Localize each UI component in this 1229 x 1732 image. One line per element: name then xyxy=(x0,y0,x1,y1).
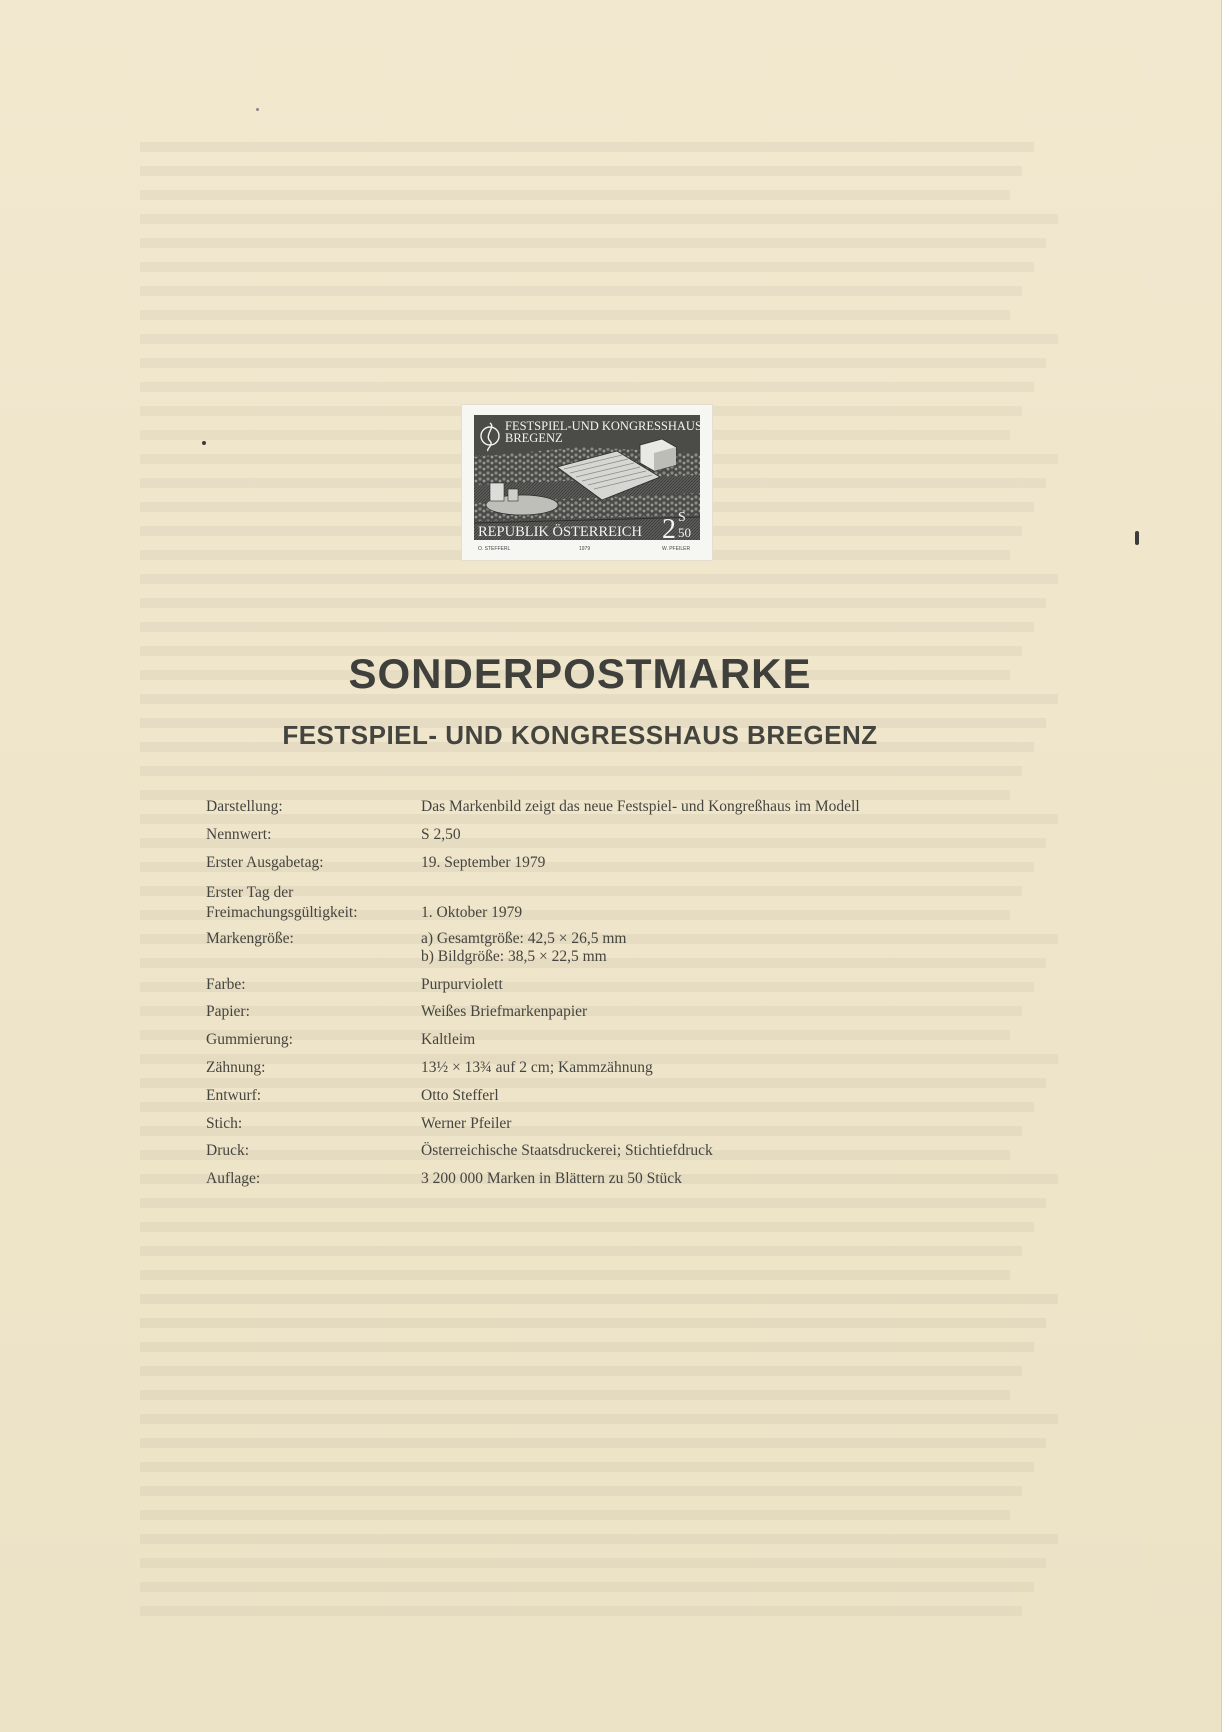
detail-value: Purpurviolett xyxy=(421,976,503,993)
bleed-line xyxy=(140,1486,1022,1496)
dust-speck xyxy=(256,108,259,111)
detail-value: Werner Pfeiler xyxy=(421,1115,512,1132)
bleed-line xyxy=(140,190,1010,200)
bleed-line xyxy=(140,766,1022,776)
stamp-year-imprint: 1979 xyxy=(579,546,591,552)
stamp-country-text: REPUBLIK ÖSTERREICH xyxy=(478,524,642,540)
bleed-line xyxy=(140,1318,1046,1328)
bleed-line xyxy=(140,358,1046,368)
bleed-line xyxy=(140,286,1022,296)
stamp-illustration xyxy=(462,405,712,560)
detail-label: Entwurf: xyxy=(206,1087,262,1104)
detail-value: 3 200 000 Marken in Blättern zu 50 Stück xyxy=(421,1170,682,1187)
stamp-value-cents: 50 xyxy=(678,525,691,540)
bleed-line xyxy=(140,310,1010,320)
detail-label: Zähnung: xyxy=(206,1059,266,1076)
detail-value: Weißes Briefmarkenpapier xyxy=(421,1003,588,1020)
bleed-line xyxy=(140,622,1034,632)
detail-value-line2: b) Bildgröße: 38,5 × 22,5 mm xyxy=(421,948,607,965)
dust-mark xyxy=(1135,531,1139,545)
bleed-line xyxy=(140,1366,1022,1376)
stamp-value-currency: S xyxy=(678,510,686,525)
bleed-line xyxy=(140,1558,1046,1568)
bleed-line xyxy=(140,1438,1046,1448)
detail-label: Gummierung: xyxy=(206,1031,293,1048)
bleed-line xyxy=(140,238,1046,248)
detail-label-line2: Freimachungsgültigkeit: xyxy=(206,904,358,921)
detail-label: Erster Tag der xyxy=(206,884,294,901)
detail-value: 13½ × 13¾ auf 2 cm; Kammzähnung xyxy=(421,1059,653,1076)
bleed-line xyxy=(140,598,1046,608)
bleed-line xyxy=(140,1270,1010,1280)
detail-value: Das Markenbild zeigt das neue Festspiel- und Kongreßhaus im Modell xyxy=(421,798,860,815)
page-title: SONDERPOSTMARKE xyxy=(348,650,812,697)
bleed-line xyxy=(140,142,1034,152)
detail-label: Markengröße: xyxy=(206,930,294,947)
stamp-top-text-line2: BREGENZ xyxy=(505,431,563,445)
detail-label: Nennwert: xyxy=(206,826,272,843)
bleed-line xyxy=(140,1246,1022,1256)
bleed-line xyxy=(140,1606,1022,1616)
detail-label: Farbe: xyxy=(206,976,246,993)
bleed-line xyxy=(140,262,1034,272)
dust-speck xyxy=(202,441,206,445)
bleed-line xyxy=(140,382,1034,392)
bleed-line xyxy=(140,574,1058,584)
bleed-line xyxy=(140,1198,1046,1208)
bleed-line xyxy=(140,1462,1034,1472)
detail-label: Papier: xyxy=(206,1003,250,1020)
detail-label: Stich: xyxy=(206,1115,243,1132)
stamp-image xyxy=(462,405,712,560)
stamp-designer-imprint: O. STEFFERL xyxy=(478,546,511,552)
bleed-line xyxy=(140,1582,1034,1592)
detail-value: Österreichische Staatsdruckerei; Stichtiefdruck xyxy=(421,1142,713,1159)
bleed-line xyxy=(140,214,1058,224)
bleed-line xyxy=(140,1390,1010,1400)
bleed-line xyxy=(140,1510,1010,1520)
detail-label: Darstellung: xyxy=(206,798,283,815)
bleed-line xyxy=(140,1414,1058,1424)
detail-value: 1. Oktober 1979 xyxy=(421,904,523,921)
detail-value: S 2,50 xyxy=(421,826,461,843)
detail-label: Druck: xyxy=(206,1142,250,1159)
detail-value: a) Gesamtgröße: 42,5 × 26,5 mm xyxy=(421,930,627,947)
stamp-engraver-imprint: W. PFEILER xyxy=(662,546,691,552)
page-subtitle: FESTSPIEL- UND KONGRESSHAUS BREGENZ xyxy=(282,720,878,750)
detail-value: 19. September 1979 xyxy=(421,854,546,871)
detail-value: Otto Stefferl xyxy=(421,1087,499,1104)
bleed-line xyxy=(140,334,1058,344)
bleed-line xyxy=(140,1342,1034,1352)
bleed-line xyxy=(140,1534,1058,1544)
bleed-line xyxy=(140,1294,1058,1304)
detail-label: Erster Ausgabetag: xyxy=(206,854,324,871)
stamp-top-text-line1: FESTSPIEL-UND KONGRESSHAUS xyxy=(505,419,702,433)
bleed-line xyxy=(140,166,1022,176)
bleed-line xyxy=(140,1222,1034,1232)
stamp-value-main: 2 xyxy=(662,514,676,545)
scan-edge xyxy=(1221,0,1229,1732)
detail-value: Kaltleim xyxy=(421,1031,476,1048)
detail-label: Auflage: xyxy=(206,1170,261,1187)
